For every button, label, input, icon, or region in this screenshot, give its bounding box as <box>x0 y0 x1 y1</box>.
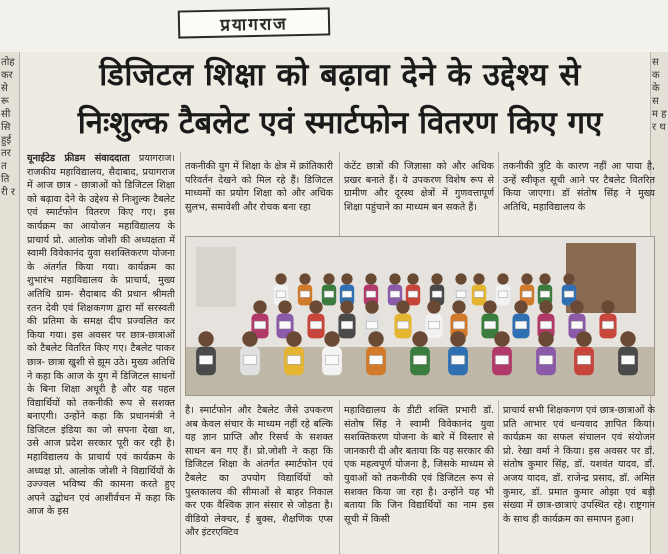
person-head <box>275 273 286 284</box>
tablet-box <box>577 356 590 365</box>
person-head <box>538 331 553 346</box>
headline-line-2: निःशुल्क टैबलेट एवं स्मार्टफोन वितरण किए गए <box>77 105 603 141</box>
person-head <box>563 273 574 284</box>
tablet-box <box>515 321 526 329</box>
person-head <box>514 300 527 313</box>
right-edge-text: स क के स म ह र थ <box>652 57 667 133</box>
article-column-2-bottom: है। स्मार्टफोन और टैबलेट जैसे उपकरण अब केवल संचार के माध्यम नहीं रहे बल्कि यह ज्ञान प्राप्ति और रिसर्च के सशक्त साधन बन गए हैं। प्रो.जोशी ने कहा कि डिजिटल शिक्षा के अंतर्गत स्मार्टफोन एवं टैबलेट का उपयोग विद्यार्थियों को पुस्तकालय की सीमाओं से बाहर निकाल कर एक वैश्विक ज्ञान संसार से जोड़ता है। वीडियो लेक्चर, ई बुक्स, शैक्षणिक एप्स और इंटरएक्टिव <box>185 405 333 539</box>
person-head <box>396 300 409 313</box>
person-head <box>368 331 383 346</box>
tablet-box <box>276 291 286 297</box>
person-head <box>570 300 583 313</box>
tablet-box <box>342 291 352 297</box>
person-head <box>455 273 466 284</box>
person-head <box>286 331 301 346</box>
tablet-box <box>571 321 582 329</box>
column-rule <box>339 400 340 554</box>
person-head <box>473 273 484 284</box>
headline <box>30 55 650 143</box>
tablet-box <box>408 291 418 297</box>
person-head <box>278 300 291 313</box>
tablet-box <box>390 291 400 297</box>
column-rule <box>339 152 340 236</box>
column-rule <box>498 400 499 554</box>
person-head <box>341 273 352 284</box>
person-head <box>601 300 614 313</box>
tablet-box <box>456 291 466 297</box>
person-head <box>324 331 339 346</box>
article-column-4-top: तकनीकी त्रुटि के कारण नहीं आ पाया है, उन्हें स्वीकृत सूची आने पर टैबलेट वितरित किया जाएगा। डॉ संतोष सिंह ने मुख्य अतिथि, महाविद्यालय के <box>503 161 655 213</box>
tablet-box <box>453 321 464 329</box>
tablet-box <box>540 321 551 329</box>
tablet-box <box>413 356 426 365</box>
person-head <box>365 300 378 313</box>
tablet-box <box>451 356 464 365</box>
person-head <box>539 273 550 284</box>
tablet-box <box>522 291 532 297</box>
person-head <box>620 331 635 346</box>
tablet-box <box>498 291 508 297</box>
tablet-box <box>243 356 256 365</box>
person-head <box>198 331 213 346</box>
person-head <box>412 331 427 346</box>
column-rule <box>180 152 181 554</box>
tablet-box <box>199 356 212 365</box>
article-column-4-bottom: प्राचार्य सभी शिक्षकगण एवं छात्र-छात्राओं के प्रति आभार एवं धन्यवाद ज्ञापित किया। कार्यक्रम का सफल संचालन एवं संयोजन प्रो. रेखा वर्मा ने किया। इस अवसर पर डॉ. संतोष कुमार सिंह, डॉ. यशवंत यादव, डॉ. अजय यादव, डॉ. राजेन्द्र प्रसाद, डॉ. अमित कुमार, डॉ. प्रमात कुमार ओझा एवं बड़ी संख्या में छात्र-छात्राएं उपस्थित रहे। राष्ट्रगान के साथ ही कार्यक्रम का समापन हुआ। <box>503 405 655 525</box>
person-head <box>242 331 257 346</box>
event-photo-image <box>186 237 655 396</box>
headline-line-1: डिजिटल शिक्षा को बढ़ावा देने के उद्देश्य से <box>99 57 581 93</box>
tablet-box <box>254 321 265 329</box>
tablet-box <box>621 356 634 365</box>
article-column-3-top: कंटेंट छात्रों की जिज्ञासा को और अधिक प्रखर बनाते हैं। ये उपकरण विशेष रूप से ग्रामीण और दूरस्थ क्षेत्रों में गुणवत्तापूर्ण शिक्षा पहुंचाने का माध्यम बन सकते हैं। <box>344 161 494 213</box>
article-column-1 <box>27 152 175 554</box>
tablet-box <box>325 356 338 365</box>
tablet-box <box>300 291 310 297</box>
section-label: प्रयागराज <box>178 7 331 38</box>
person-head <box>452 300 465 313</box>
person-head <box>494 331 509 346</box>
tablet-box <box>564 291 574 297</box>
photo-door <box>196 247 236 307</box>
person-head <box>427 300 440 313</box>
left-adjacent-column <box>0 52 20 554</box>
tablet-box <box>432 291 442 297</box>
person-head <box>253 300 266 313</box>
article-column-3-bottom: महाविद्यालय के डीटी शक्ति प्रभारी डॉ. संतोष सिंह ने स्वामी विवेकानंद युवा सशक्तिकरण योजना के बारे में विस्तार से जानकारी दी और बताया कि यह सरकार की एक महत्वपूर्ण योजना है, जिसके माध्यम से युवाओं को तकनीकी एवं डिजिटल रूप से सशक्त किया जा रहा है। उन्होंने यह भी बताया कि जिन विद्यार्थियों का नाम इस सूची में किसी <box>344 405 494 525</box>
tablet-box <box>341 321 352 329</box>
tablet-box <box>540 291 550 297</box>
tablet-box <box>369 356 382 365</box>
person-head <box>340 300 353 313</box>
tablet-box <box>366 321 377 329</box>
person-head <box>521 273 532 284</box>
tablet-box <box>602 321 613 329</box>
tablet-box <box>474 291 484 297</box>
tablet-box <box>495 356 508 365</box>
byline: यूनाईटेड फ्रीडम संवाददाता <box>27 153 130 164</box>
masthead-strip <box>0 0 668 52</box>
person-head <box>299 273 310 284</box>
person-head <box>497 273 508 284</box>
person-head <box>309 300 322 313</box>
left-edge-text: तोह कर से रू सी सि हुई तर त ति री र <box>1 57 15 198</box>
person-head <box>450 331 465 346</box>
person-head <box>431 273 442 284</box>
tablet-box <box>397 321 408 329</box>
person-head <box>576 331 591 346</box>
column-rule <box>498 152 499 236</box>
tablet-box <box>539 356 552 365</box>
tablet-box <box>428 321 439 329</box>
event-photo <box>185 236 655 396</box>
article-column-2-top: तकनीकी युग में शिक्षा के क्षेत्र में क्रांतिकारी परिवर्तन देखने को मिल रहे हैं। डिजिटल माध्यमों का प्रयोग शिक्षा को और अधिक सुलभ, समावेशी और रोचक बना रहा <box>185 161 333 213</box>
person-head <box>365 273 376 284</box>
person-head <box>389 273 400 284</box>
tablet-box <box>484 321 495 329</box>
person-head <box>323 273 334 284</box>
tablet-box <box>287 356 300 365</box>
tablet-box <box>366 291 376 297</box>
person-head <box>539 300 552 313</box>
tablet-box <box>279 321 290 329</box>
tablet-box <box>324 291 334 297</box>
column-1-text: प्रयागराज। राजकीय महाविद्यालय, सैदाबाद, प्रयागराज में आज छात्र - छात्राओं को डिजिटल शिक्षा को बढ़ावा देने के उद्देश्य से निःशुल्क टैबलेट एवं स्मार्टफोन वितरण किए गए। इस कार्यक्रम का आयोजन महाविद्यालय के प्राचार्य प्रो. आलोक जोशी की अध्यक्षता में स्वामी विवेकानंद युवा सशक्तिकरण योजना के अंतर्गत किया गया। कार्यक्रम का शुभारंभ महाविद्यालय के प्राचार्य, मुख्य अतिथि ग्राम- सैदाबाद की प्रधान श्रीमती रतन देवी एवं शिक्षकगण द्वारा माँ सरस्वती की प्रतिमा के समक्ष दीप प्रज्वलित कर किया गया। इस अवसर पर छात्र-छात्राओं को टैबलेट वितरित किए गए। टैबलेट पाकर छात्र- छात्रा खुशी से झूम उठे। मुख्य अतिथि ने कहा कि आज के युग में डिजिटल साधनों के बिना शिक्षा अधूरी है और यह पहल विद्यार्थियों को तकनीकी रूप से सशक्त बनाएगी। उन्होंने कहा कि प्रधानमंत्री ने डिजिटल इंडिया का जो सपना देखा था, उसे आज प्रदेश सरकार पूरी कर रही है। महाविद्यालय के प्राचार्य एवं कार्यक्रम के अध्यक्ष प्रो. आलोक जोशी ने विद्यार्थियों के उज्ज्वल भविष्य की कामना करते हुए अपने उद्बोधन एवं आशीर्वचन में कहा कि आज के इस <box>27 153 175 518</box>
person-head <box>483 300 496 313</box>
person-head <box>407 273 418 284</box>
tablet-box <box>310 321 321 329</box>
